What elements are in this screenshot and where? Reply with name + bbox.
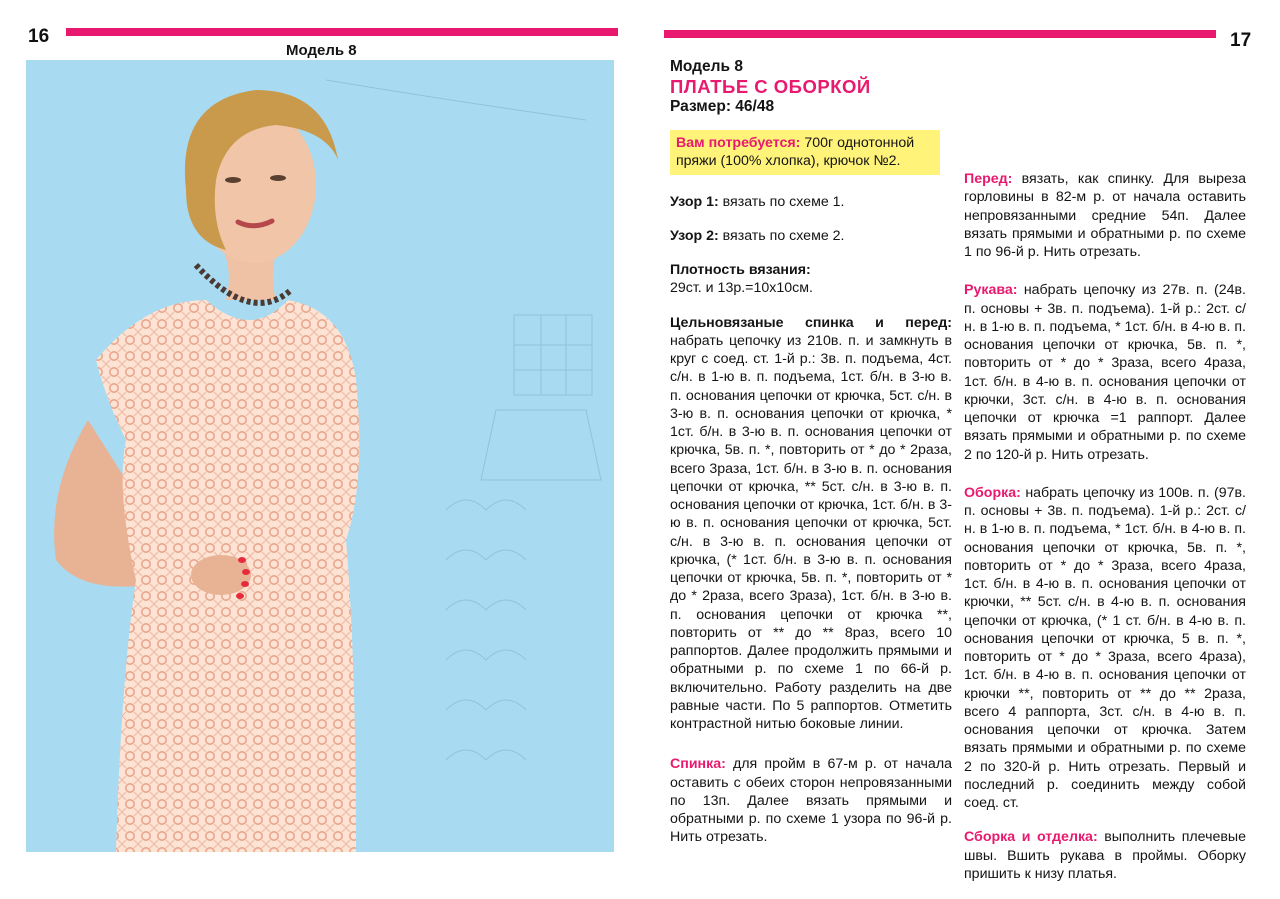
front-text: вязать, как спинку. Для выреза горловины в 82-м р. от начала оставить непровязанными средние 54п. Далее вязать прямыми и обратными р. по схеме 1 по 96-й р. Нить отрезать. xyxy=(964,171,1246,260)
sleeves-text: набрать цепочку из 27в. п. (24в. п. основы + 3в. п. подъема). 1-й р.: 2ст. с/н. в 1-ю в. п. подъема, * 1ст. б/н. в 4-ю в. п. основания цепочки от крючка, 5в. п. *, повторить от * до * 3раза, всего 4раза, 1ст. б/н. в 4-ю в. п. основания цепочки от крючки, 3ст. с/н. в 4-ю в. п. основания цепочки от крючка =1 раппорт. Далее вязать прямыми и обратными р. по схеме 2 по 120-й р. Нить отрезать. xyxy=(964,282,1246,463)
dress-illustration xyxy=(26,60,614,852)
pattern-2-text: вязать по схеме 2. xyxy=(718,227,845,244)
header-stripe-right xyxy=(664,30,1216,38)
frill-instructions xyxy=(964,484,1246,813)
back-text: для пройм в 67-м р. от начала оставить с обеих сторон непровязанными по 13п. Далее вязать прямыми и обратными р. по схеме 1 узора по 96-й р. Нить отрезать. xyxy=(670,756,952,846)
model-photo xyxy=(26,60,614,852)
frill-label: Оборка: xyxy=(964,484,1021,501)
page-number-left: 16 xyxy=(28,26,50,47)
materials-box xyxy=(670,130,940,175)
density xyxy=(670,261,952,298)
density-label: Плотность вязания: xyxy=(670,262,811,278)
pattern-2 xyxy=(670,227,952,245)
body-label: Цельновязаные спинка и перед: xyxy=(670,314,952,331)
assembly-instructions xyxy=(964,828,1246,883)
size-label: Размер: 46/48 xyxy=(670,98,775,115)
photo-caption: Модель 8 xyxy=(286,42,357,59)
article-title: ПЛАТЬЕ С ОБОРКОЙ xyxy=(670,76,871,97)
background-schemes xyxy=(326,80,601,760)
header-stripe-left xyxy=(66,28,618,36)
pattern-2-label: Узор 2: xyxy=(670,227,719,244)
model-label: Модель 8 xyxy=(670,58,743,75)
front-label: Перед: xyxy=(964,171,1013,187)
sleeves-label: Рукава: xyxy=(964,282,1018,299)
back-label: Спинка: xyxy=(670,756,726,773)
density-text: 29ст. и 13р.=10х10см. xyxy=(670,280,813,297)
page-number-right: 17 xyxy=(1230,30,1252,51)
body-instructions xyxy=(670,314,952,734)
frill-text: набрать цепочку из 100в. п. (97в. п. основы + 3в. п. подъема). 1-й р.: 2ст. с/н. в 1-ю в. п. подъема, * 1ст. б/н. в 4-ю в. п. основания цепочки от крючка, 5в. п. *, повторить от * до * 3раза, всего 4раза, 1ст. б/н. в 4-ю в. п. основания цепочки от крючки, ** 5ст. с/н. в 4-ю в. п. основания цепочки от крючка, (* 1 ст. б/н. в 4-ю в. п. основания цепочки от крючка, 5 в. п. *, повторить от * до * 3раза, всего 4раза), 1ст. б/н. в 4-ю в. п. основания цепочки от крючки **, повторить от ** до ** 2раза, всего 4 раппорта, 3ст. с/н. в 4-ю в. п. основания цепочки от крючка. Затем вязать прямыми и обратными р. по схеме 2 по 320-й р. Нить отрезать. Первый и последний р. соединить между собой соед. ст. xyxy=(964,484,1246,811)
pattern-1-text: вязать по схеме 1. xyxy=(718,193,845,210)
pattern-1-label: Узор 1: xyxy=(670,193,719,210)
back-instructions xyxy=(670,755,952,846)
materials-label: Вам потребуется: xyxy=(676,135,801,151)
text-column-2 xyxy=(964,58,1246,899)
assembly-label: Сборка и отделка: xyxy=(964,829,1098,846)
materials-text: 700г однотонной пряжи (100% хлопка), крючок №2. xyxy=(676,135,915,170)
body-text: набрать цепочку из 210в. п. и замкнуть в круг с соед. ст. 1-й р.: 3в. п. подъема, 4ст. с/н. в 1-ю в. п. подъема, 1ст. б/н. в 3-ю в. п. основания цепочки от крючка, 5ст. с/н. в 3-ю в. п. основания цепочки от крючка, * 1ст. б/н. в 3-ю в. п. основания цепочки от крючка, 5в. п. *, повторить от * до * 2раза, всего 3раза, 1ст. б/н. в 3-ю в. п. основания цепочки от крючка, ** 5ст. с/н. в 3-ю в. п. основания цепочки от крючка, 1ст. б/н. в 3-ю в. п. основания цепочки от крючка, 5ст. с/н. в 3-ю в. п. основания цепочки от крючка, (* 1ст. б/н. в 3-ю в. п. основания цепочки от крючка, 5в. п. *, повторить от * до * 2раза, всего 3раза), 1ст. б/н. в 3-ю в. п. основания цепочки от крючка **, повторить от ** до ** 8раз, всего 10 раппортов. Далее продолжить прямыми и обратными р. по схеме 1 по 66-й р. включительно. Работу разделить на две равные части. По 5 раппортов. Отметить контрастной нитью боковые линии. xyxy=(670,332,952,732)
front-instructions xyxy=(964,170,1246,261)
pattern-1 xyxy=(670,193,952,211)
text-column-1 xyxy=(670,58,952,863)
sleeves-instructions xyxy=(964,281,1246,464)
assembly-text: выполнить плечевые швы. Вшить рукава в проймы. Оборку пришить к низу платья. xyxy=(964,829,1247,882)
